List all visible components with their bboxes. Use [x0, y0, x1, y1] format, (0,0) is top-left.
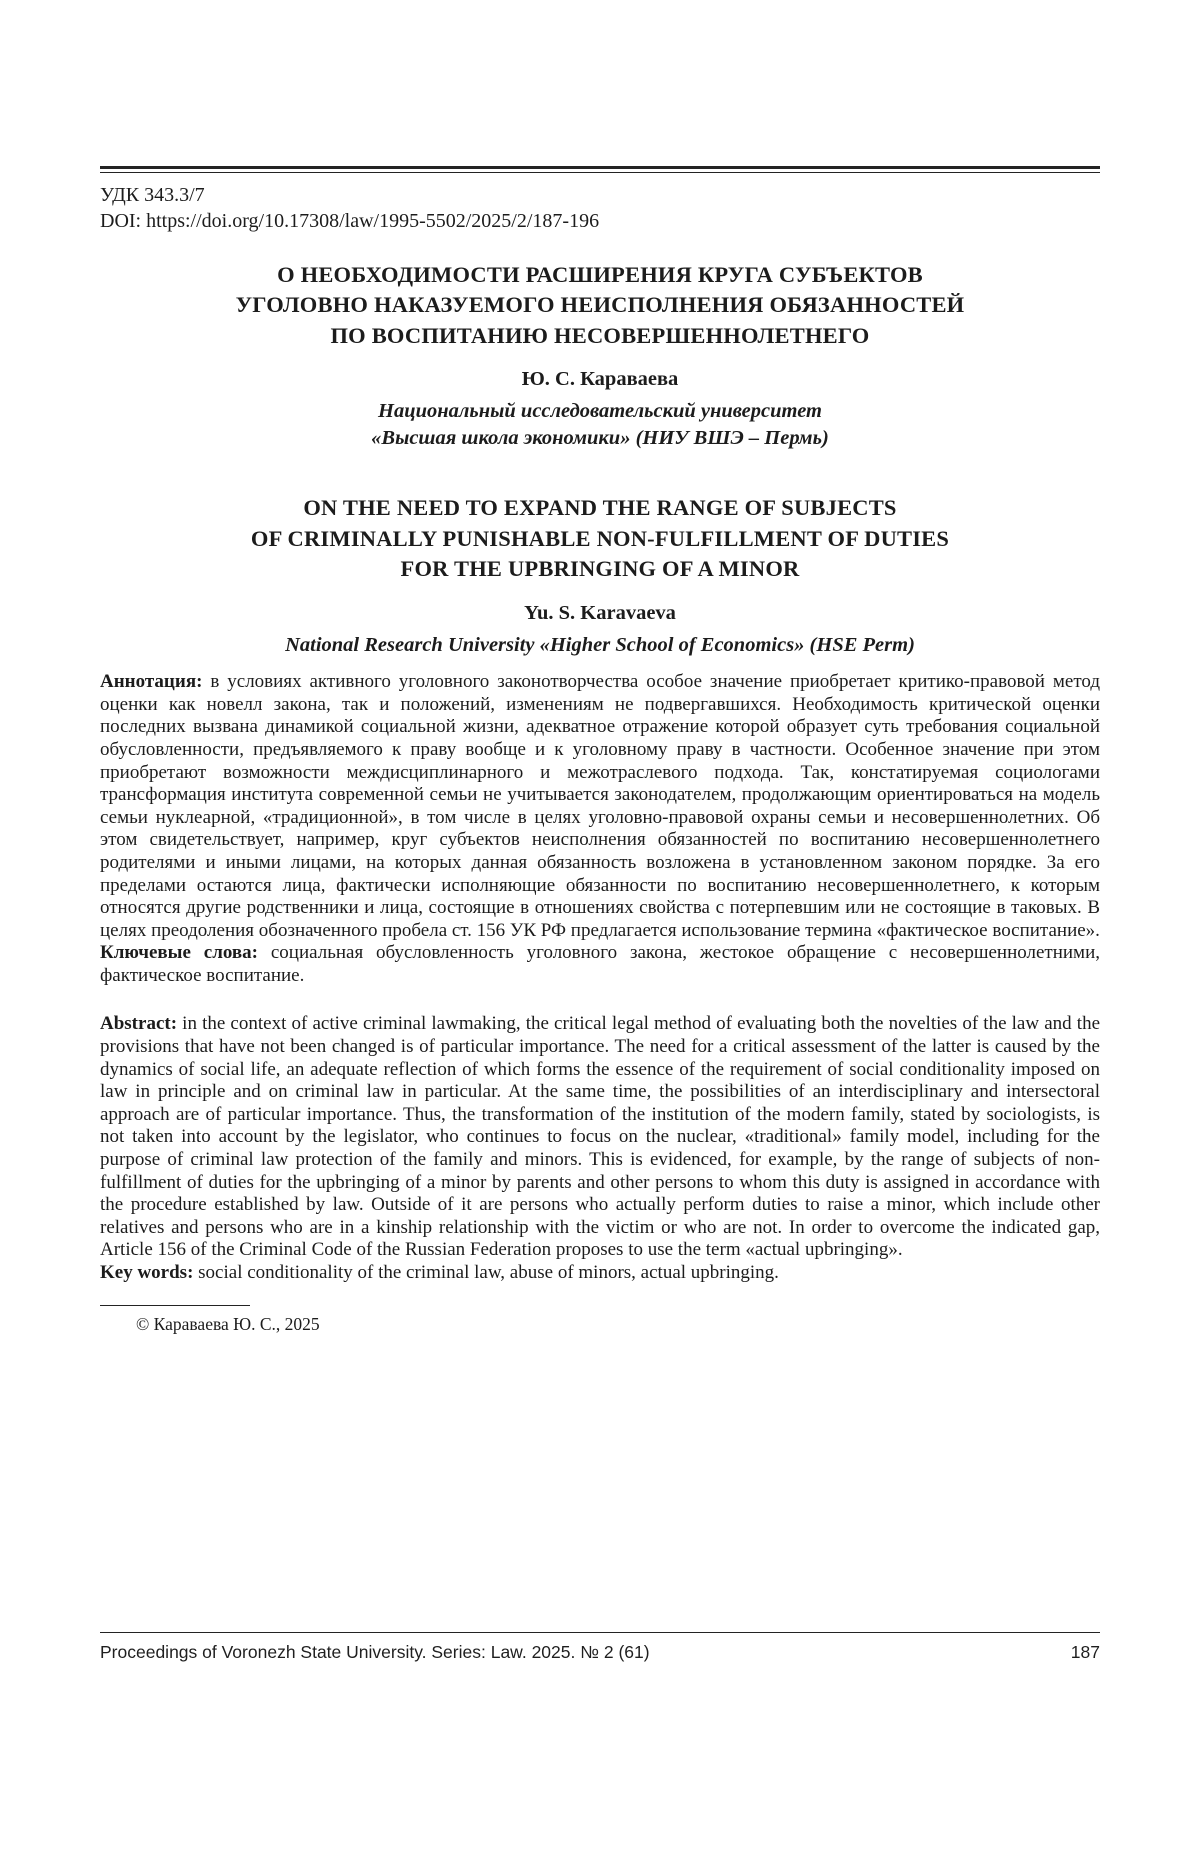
udc-line: УДК 343.3/7 — [100, 184, 205, 206]
author-en: Yu. S. Karavaeva — [524, 601, 676, 624]
keywords-ru-text: социальная обусловленность уголовного закона, жестокое обращение с несовершеннолетними, фактическое воспитание. — [100, 942, 1100, 986]
title-en-line-2: OF CRIMINALLY PUNISHABLE NON-FULFILLMENT OF DUTIES — [250, 525, 950, 551]
keywords-en-text: social conditionality of the criminal law, abuse of minors, actual upbringing. — [198, 1262, 779, 1284]
title-en-line-3: FOR THE UPBRINGING OF A MINOR — [400, 556, 800, 582]
affiliation-en: National Research University «Higher School of Economics» (HSE Perm) — [285, 633, 915, 656]
author-ru: Ю. С. Караваева — [521, 368, 679, 391]
abstract-block-en — [100, 1013, 1100, 1284]
keywords-ru — [100, 942, 1100, 987]
article-meta — [100, 182, 1100, 234]
affiliation-ru-line-1: Национальный исследовательский университет — [378, 400, 822, 423]
journal-article-page — [0, 166, 1200, 1335]
keywords-ru-label: Ключевые слова: — [100, 942, 258, 964]
abstract-ru-label: Аннотация: — [100, 671, 203, 693]
keywords-en — [100, 1262, 1100, 1285]
doi-link[interactable]: DOI: https://doi.org/10.17308/law/1995-5502/2025/2/187-196 — [100, 210, 600, 232]
title-ru-line-1: О НЕОБХОДИМОСТИ РАСШИРЕНИЯ КРУГА СУБЪЕКТОВ — [277, 262, 923, 287]
abstract-en-text: in the context of active criminal lawmaking, the critical legal method of evaluating both the novelties of the law and the provisions that have not been changed is of particular importance. The need for a critical assessment of the latter is caused by the dynamics of social life, an adequate reflection of which forms the essence of the requirement of social conditionality imposed on law in principle and on criminal law in particular. At the same time, the possibilities of an interdisciplinary and intersectoral approach are of particular importance. Thus, the transformation of the institution of the modern family, stated by sociologists, is not taken into account by the legislator, who continues to focus on the nuclear, «traditional» family model, including for the purpose of criminal law protection of the family and minors. This is evidenced, for example, by the range of subjects of non-fulfillment of duties for the upbringing of a minor by parents and other persons to whom this duty is assigned in accordance with the procedure established by law. Outside of it are persons who actually perform duties to raise a minor, which include other relatives and persons who are in a kinship relationship with the victim or who are not. In order to overcome the indicated gap, Article 156 of the Criminal Code of the Russian Federation proposes to use the term «actual upbringing». — [100, 1013, 1100, 1261]
article-title-ru — [100, 260, 1100, 351]
title-ru-line-2: УГОЛОВНО НАКАЗУЕМОГО НЕИСПОЛНЕНИЯ ОБЯЗАННОСТЕЙ — [235, 292, 965, 318]
article-title-en — [100, 493, 1100, 584]
footer-page-number: 187 — [1070, 1642, 1100, 1662]
title-en-line-1: ON THE NEED TO EXPAND THE RANGE OF SUBJECTS — [303, 495, 897, 521]
affiliation-ru-line-2: «Высшая школа экономики» (НИУ ВШЭ – Пермь) — [371, 426, 829, 449]
footer-journal-title: Proceedings of Voronezh State University. Series: Law. 2025. № 2 (61) — [100, 1642, 650, 1662]
abstract-ru — [100, 671, 1100, 942]
abstract-block-ru — [100, 671, 1100, 987]
abstract-en-label: Abstract: — [100, 1013, 178, 1035]
keywords-en-label: Key words: — [100, 1262, 194, 1284]
page-footer — [100, 1632, 1100, 1663]
header-double-rule — [100, 166, 1100, 173]
abstract-en — [100, 1013, 1100, 1262]
affiliation-ru — [100, 398, 1100, 451]
copyright-line: © Караваева Ю. С., 2025 — [136, 1313, 320, 1334]
title-ru-line-3: ПО ВОСПИТАНИЮ НЕСОВЕРШЕННОЛЕТНЕГО — [330, 322, 870, 348]
footnote-rule — [100, 1305, 250, 1306]
footnote — [100, 1305, 1100, 1335]
abstract-ru-text: в условиях активного уголовного законотворчества особое значение приобретает критико-правовой метод оценки как новелл закона, так и положений, изменениям не подвергавшихся. Необходимость критической оценки последних вызвана динамикой социальной жизни, адекватное отражение которой образует суть требования социальной обусловленности, предъявляемого к праву вообще и к уголовному праву в частности. Особенное значение при этом приобретают возможности междисциплинарного и межотраслевого подхода. Так, констатируемая социологами трансформация института современной семьи не учитывается законодателем, продолжающим ориентироваться на модель семьи нуклеарной, «традиционной», в том числе в целях уголовно-правовой охраны семьи и несовершеннолетних. Об этом свидетельствует, например, круг субъектов неисполнения обязанностей по воспитанию несовершеннолетнего родителями и иными лицами, на которых данная обязанность возложена в установленном законом порядке. За его пределами остаются лица, фактически исполняющие обязанности по воспитанию несовершеннолетнего, к которым относятся другие родственники и лица, состоящие в отношениях свойства с потерпевшим или не состоящие в таковых. В целях преодоления обозначенного пробела ст. 156 УК РФ предлагается использование термина «фактическое воспитание». — [100, 671, 1101, 941]
